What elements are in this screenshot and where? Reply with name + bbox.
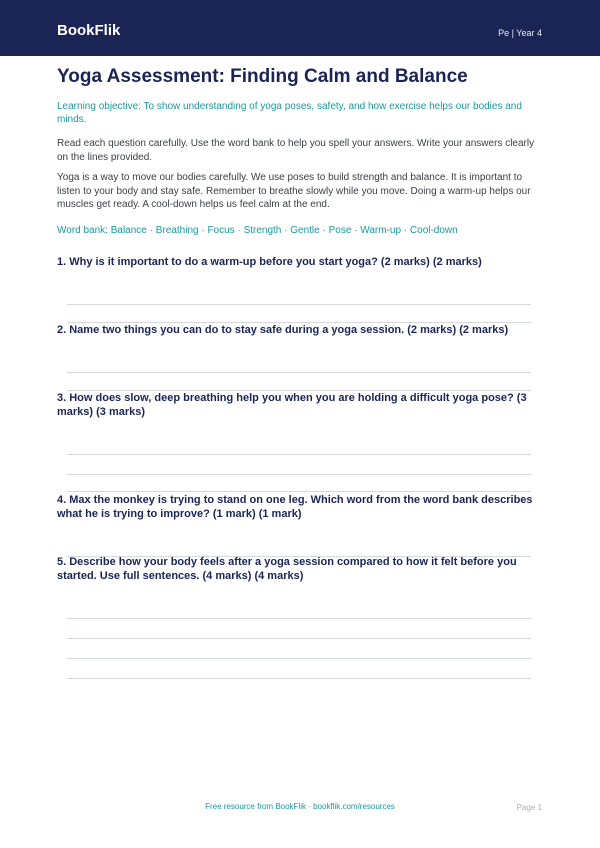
answer-line[interactable]: [67, 658, 531, 659]
reading-passage: Yoga is a way to move our bodies carefully. We use poses to build strength and balance. It is important to listen to your body and stay safe. Remember to breathe slowly while you move. Doing a warm-up helps our muscles get ready. A cool-down helps us feel calm at the end.: [57, 172, 531, 210]
question-3: 3. How does slow, deep breathing help you when you are holding a difficult yoga pose? (3 marks) (3 marks): [57, 392, 527, 418]
brand-logo: BookFlik: [57, 22, 121, 39]
answer-line[interactable]: [67, 372, 531, 373]
answer-line[interactable]: [67, 678, 531, 679]
header-bar: [0, 0, 600, 56]
learning-objective: Learning objective: To show understanding of yoga poses, safety, and how exercise helps our bodies and minds.: [57, 101, 522, 125]
answer-line[interactable]: [67, 618, 531, 619]
subject-year-label: Pe | Year 4: [498, 28, 542, 38]
instructions-paragraph: Read each question carefully. Use the word bank to help you spell your answers. Write your answers clearly on the lines provided.: [57, 138, 535, 163]
answer-line[interactable]: [67, 491, 531, 492]
page-title: Yoga Assessment: Finding Calm and Balance: [57, 66, 468, 87]
answer-line[interactable]: [67, 454, 531, 455]
question-2: 2. Name two things you can do to stay safe during a yoga session. (2 marks) (2 marks): [57, 324, 509, 336]
question-5: 5. Describe how your body feels after a yoga session compared to how it felt before you started. Use full sentences. (4 marks) (4 marks): [57, 556, 517, 582]
word-bank: Word bank: Balance · Breathing · Focus · Strength · Gentle · Pose · Warm-up · Cool-down: [57, 225, 458, 236]
question-4: 4. Max the monkey is trying to stand on one leg. Which word from the word bank describes what he is trying to improve? (1 mark) (1 mark): [57, 494, 533, 520]
question-1: 1. Why is it important to do a warm-up before you start yoga? (2 marks) (2 marks): [57, 256, 482, 268]
answer-line[interactable]: [67, 638, 531, 639]
page-number: Page 1: [516, 803, 542, 812]
footer-resource-link[interactable]: Free resource from BookFlik · bookflik.com/resources: [205, 802, 395, 811]
answer-line[interactable]: [67, 474, 531, 475]
answer-line[interactable]: [67, 304, 531, 305]
